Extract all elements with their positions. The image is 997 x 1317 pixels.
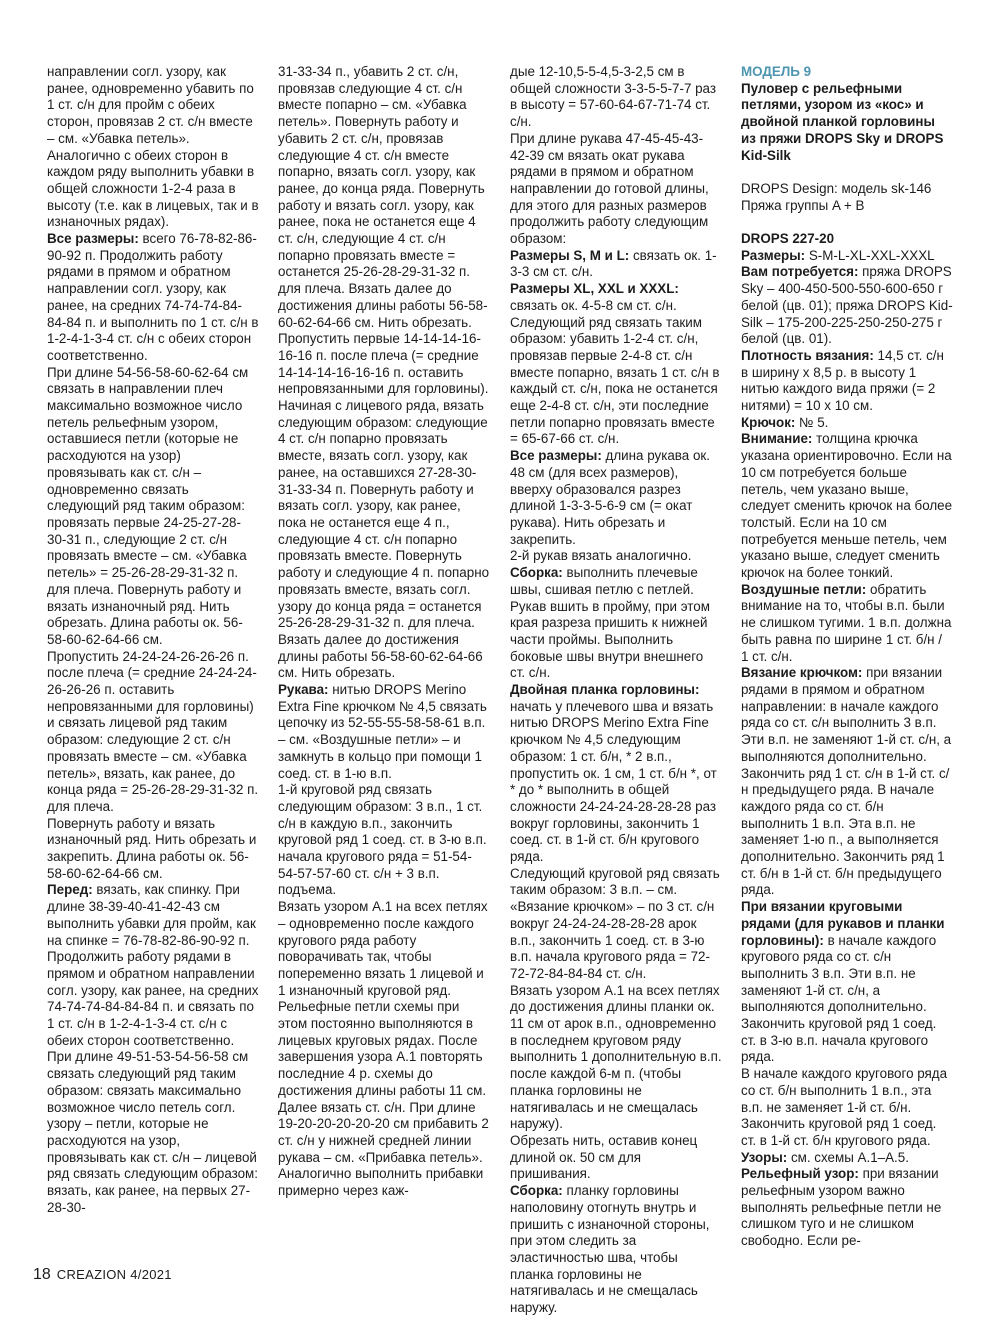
paragraph-text: Далее вязать ст. с/н. При длине 19-20-20-20-20-20 см прибавить 2 ст. с/н у нижней средней линии рукава – см. «Прибавка петель». Аналогично выполнить прибавки примерно через каж- xyxy=(278,1099,489,1199)
paragraph-heading: Воздушные петли: xyxy=(741,581,867,597)
paragraph-text: вязать, как спинку. При длине 38-39-40-41-42-43 см выполнить убавки для пройм, как на спинке = 76-78-82-86-90-92 п. xyxy=(47,882,256,948)
paragraph xyxy=(510,548,722,565)
paragraph xyxy=(741,1166,953,1250)
paragraph xyxy=(278,682,490,782)
paragraph-text: Вязать узором А.1 на всех петлях до достижения длины планки ок. 11 см от арок в.п., одновременно в последнем круговом ряду выполнить 1 дополнительную в.п. после каждой 6-м п. (чтобы планка горловины не натягивалась и не смещалась наружу). xyxy=(510,982,722,1132)
text-column-1 xyxy=(47,64,259,1217)
paragraph xyxy=(47,949,259,1049)
paragraph xyxy=(278,899,490,1099)
paragraph-heading: Сборка: xyxy=(510,1183,563,1199)
page-number: 18 xyxy=(33,1266,51,1283)
paragraph xyxy=(510,248,722,281)
paragraph xyxy=(47,64,259,231)
paragraph xyxy=(510,1133,722,1183)
paragraph xyxy=(741,415,953,432)
yarn-group-line: Пряжа группы A + B xyxy=(741,197,865,213)
paragraph-text: планку горловины наполовину отогнуть внутрь и пришить с изнаночной стороны, при этом следить за эластичностью шва, чтобы планка горловины не натягивалась и не смещалась наружу. xyxy=(510,1183,710,1316)
paragraph xyxy=(741,248,953,265)
paragraph-text: направлении согл. узору, как ранее, одновременно убавить по 1 ст. с/н для пройм с обеих сторон, провязав 2 ст. с/н вместе – см. «Убавка петель». Аналогично с обеих сторон в каждом ряду выполнить убавки в общей сложности 1-2-4 раза в высоту (т.е. как в лицевых, так и в изнаночных рядах). xyxy=(47,64,259,230)
paragraph-text: в начале каждого кругового ряда со ст. с/н выполнить 3 в.п. Эти в.п. не заменяют 1-й ст. с/н, а выполняются дополнительно. Закончить круговой ряд 1 соед. ст. в 3-ю в.п. начала кругового ряда. xyxy=(741,932,937,1065)
text-column-4 xyxy=(741,64,953,1250)
paragraph-text: При длине 49-51-53-54-56-58 см связать следующий ряд таким образом: связать максимально возможное число петель согл. узору – петли, которые не расходуются на узор, провязывать как ст. с/н – лицевой ряд связать следующим образом: вязать, как ранее, на первых 27-28-30- xyxy=(47,1049,258,1215)
paragraph xyxy=(278,331,490,398)
paragraph-text: толщина крючка указана ориентировочно. Если на 10 см потребуется больше петель, чем указано выше, следует сменить крючок на более толстый. Если на 10 см потребуется меньше петель, чем указано выше, следует сменить крючок на более тонкий. xyxy=(741,431,953,581)
paragraph xyxy=(510,448,722,548)
paragraph-text: Пропустить первые 14-14-14-16-16-16 п. после плеча (= средние 14-14-14-16-16-16 п. оставить непровязанными для горловины). xyxy=(278,331,489,397)
paragraph xyxy=(278,632,490,682)
paragraph-text: начать у плечевого шва и вязать нитью DROPS Merino Extra Fine крючком № 4,5 следующим образом: 1 ст. б/н, * 2 в.п., пропустить ок. 1 см, 1 ст. б/н *, от * до * выполнить в общей сложности 24-24-24-28-28-28 раз вокруг горловины, закончить 1 соед. ст. в 1-й ст. б/н кругового ряда. xyxy=(510,698,717,865)
paragraph-text: 14,5 ст. с/н в ширину х 8,5 р. в высоту 1 нитью каждого вида пряжи (= 2 нитями) = 10 х 10 см. xyxy=(741,347,944,414)
paragraph-text: длина рукава ок. 48 см (для всех размеров), вверху образовался разрез длиной 1-3-3-5-6-9 см (= окат рукава). Нить обрезать и закрепить. xyxy=(510,448,710,547)
paragraph-text: выполнить плечевые швы, сшивая петлю с петлей. Рукав вшить в пройму, при этом края разреза пришить к нижней части проймы. Выполнить боковые швы внутри внешнего ст. с/н. xyxy=(510,565,710,681)
paragraph-text: Вязать узором А.1 на всех петлях – одновременно после каждого кругового ряда работу поворачивать так, чтобы попеременно вязать 1 лицевой и 1 изнаночный круговой ряд. Рельефные петли схемы при этом постоянно выполняются в лицевых круговых рядах. После завершения узора А.1 повторять последние 4 р. схемы до достижения длины работы 11 см. xyxy=(278,899,488,1098)
paragraph-text: При длине рукава 47-45-45-43-42-39 см вязать окат рукава рядами в прямом и обратном направлении до готовой длины, для этого для разных размеров продолжить работу следующим образом: xyxy=(510,130,709,247)
paragraph xyxy=(278,1100,490,1200)
paragraph-heading: Вязание крючком: xyxy=(741,665,863,681)
paragraph-text: дые 12-10,5-5-4,5-3-2,5 см в общей сложности 3-3-5-5-7-7 раз в высоту = 57-60-64-67-71-74 ст. с/н. xyxy=(510,64,716,130)
paragraph-text: нитью DROPS Merino Extra Fine крючком № 4,5 связать цепочку из 52-55-55-58-58-61 в.п. – см. «Воздушные петли» – и замкнуть в кольцо при помощи 1 соед. ст. в 1-ю в.п. xyxy=(278,682,487,781)
paragraph-heading: Вам потребуется: xyxy=(741,264,859,280)
paragraph-text: В начале каждого кругового ряда со ст. б/н выполнить 1 в.п., эта в.п. не заменяет 1-й ст. б/н. Закончить круговой ряд 1 соед. ст. в 1-й ст. б/н кругового ряда. xyxy=(741,1066,948,1148)
paragraph-text: Продолжить работу рядами в прямом и обратном направлении согл. узору, как ранее, на средних 74-74-74-84-84-84 п. и связать по 1 ст. с/н в 1-2-4-1-3-4 ст. с/н с обеих сторон соответственно. xyxy=(47,949,259,1048)
paragraph xyxy=(741,348,953,415)
paragraph xyxy=(741,899,953,1066)
paragraph-text: S-M-L-XL-XXL-XXXL xyxy=(805,247,935,263)
text-column-3 xyxy=(510,64,722,1317)
paragraph-heading: Размеры S, M и L: xyxy=(510,247,630,263)
paragraph-text: обратить внимание на то, чтобы в.п. были не слишком тугими. 1 в.п. должна быть равна по ширине 1 ст. б/н / 1 ст. с/н. xyxy=(741,581,952,664)
page-footer xyxy=(33,1266,172,1284)
paragraph xyxy=(510,682,722,866)
magazine-issue: CREAZION 4/2021 xyxy=(56,1267,172,1282)
paragraph-text: всего 76-78-82-86-90-92 п. Продолжить работу рядами в прямом и обратном направлении согл. узору, как ранее, на средних 74-74-74-84-84-84 п. и выполнить по 1 ст. с/н в 1-2-4-1-3-4 ст. с/н с обеих сторон соответственно. xyxy=(47,231,259,363)
paragraph xyxy=(47,231,259,365)
paragraph-heading: Узоры: xyxy=(741,1149,788,1165)
paragraph xyxy=(510,983,722,1133)
model-title: МОДЕЛЬ 9 xyxy=(741,64,812,79)
paragraph xyxy=(47,1049,259,1216)
paragraph xyxy=(741,431,953,581)
pattern-code: DROPS 227-20 xyxy=(741,231,835,246)
paragraph xyxy=(510,565,722,682)
paragraph-heading: Двойная планка горловины: xyxy=(510,682,700,698)
paragraph-text: пряжа DROPS Sky – 400-450-500-550-600-650 г белой (цв. 01); пряжа DROPS Kid-Silk – 175-200-225-250-250-275 г белой (цв. 01). xyxy=(741,264,953,347)
paragraph-text: Вязать далее до достижения длины работы 56-58-60-62-64-66 см. Нить обрезать. xyxy=(278,631,483,681)
paragraph-text: Повернуть работу и вязать изнаночный ряд. Нить обрезать и закрепить. Длина работы ок. 56-58-60-62-64-66 см. xyxy=(47,815,257,881)
paragraph xyxy=(510,1183,722,1317)
paragraph-heading: Сборка: xyxy=(510,565,563,581)
paragraph xyxy=(741,1150,953,1167)
paragraph-heading: Размеры: xyxy=(741,247,806,263)
paragraph-heading: Перед: xyxy=(47,882,93,898)
design-line: DROPS Design: модель sk-146 xyxy=(741,180,932,196)
column-4-body xyxy=(741,248,953,1250)
paragraph xyxy=(47,816,259,883)
paragraph xyxy=(741,264,953,348)
paragraph-heading: Внимание: xyxy=(741,431,813,447)
paragraph-text: связать ок. 4-5-8 см ст. с/н. Следующий ряд связать таким образом: убавить 1-2-4 ст. с/н, провязав первые 2-4-8 ст. с/н вместе попарно, вязать 1 ст. с/н в каждый ст. с/н, пока не останется еще 2-4-8 ст. с/н, эти последние петли попарно провязать вместе = 65-67-66 ст. с/н. xyxy=(510,297,720,447)
paragraph-text: при вязании рядами в прямом и обратном направлении: в начале каждого ряда со ст. с/н выполнить 3 в.п. Эти в.п. не заменяют 1-й ст. с/н, а выполняются дополнительно. Закончить ряд 1 ст. с/н в 1-й ст. с/н предыдущего ряда. В начале каждого ряда со ст. б/н выполнить 1 в.п. Эта в.п. не заменяет 1-ю п., а выполняется дополнительно. Закончить ряд 1 ст. б/н в 1-й ст. б/н предыдущего ряда. xyxy=(741,665,952,898)
paragraph-heading: При вязании круговыми рядами (для рукавов и планки горловины): xyxy=(741,899,945,948)
paragraph xyxy=(510,281,722,448)
paragraph xyxy=(741,665,953,899)
paragraph-text: Обрезать нить, оставив конец длиной ок. 50 см для пришивания. xyxy=(510,1133,698,1182)
paragraph xyxy=(47,882,259,949)
paragraph xyxy=(278,782,490,899)
paragraph-text: № 5. xyxy=(795,414,829,430)
paragraph-text: 31-33-34 п., убавить 2 ст. с/н, провязав следующие 4 ст. с/н вместе попарно – см. «Убавка петель». Повернуть работу и убавить 2 ст. с/н, провязав следующие 4 ст. с/н вместе попарно, вязать согл. узору, как ранее, до конца ряда. Повернуть работу и вязать согл. узору, как ранее, пока не останется еще 4 ст. с/н, следующие 4 ст. с/н попарно провязать вместе = останется 25-26-28-29-31-32 п. для плеча. Вязать далее до достижения длины работы 56-58-60-62-64-66 см. Нить обрезать. xyxy=(278,64,488,330)
paragraph-text: Следующий круговой ряд связать таким образом: 3 в.п. – см. «Вязание крючком» – по 3 ст. с/н вокруг 24-24-24-28-28-28 арок в.п., закончить 1 соед. ст. в 3-ю в.п. начала кругового ряда = 72-72-72-84-84-84 ст. с/н. xyxy=(510,865,720,981)
paragraph xyxy=(47,649,259,816)
paragraph-text: 1-й круговой ряд связать следующим образом: 3 в.п., 1 ст. с/н в каждую в.п., закончить круговой ряд 1 соед. ст. в 3-ю в.п. начала кругового ряда = 51-54-54-57-57-60 ст. с/н + 3 в.п. подъема. xyxy=(278,782,487,898)
paragraph-text: связать ок. 1-3-3 см ст. с/н. xyxy=(510,247,717,280)
paragraph xyxy=(278,64,490,331)
paragraph-heading: Рукава: xyxy=(278,682,329,698)
paragraph-text: при вязании рельефным узором важно выполнять рельефные петли не слишком туго и не слишком свободно. Если ре- xyxy=(741,1166,942,1249)
text-column-2 xyxy=(278,64,490,1200)
paragraph xyxy=(278,398,490,632)
paragraph-text: см. схемы А.1–А.5. xyxy=(787,1149,909,1165)
paragraph xyxy=(47,365,259,649)
paragraph-text: Начиная с лицевого ряда, вязать следующим образом: следующие 4 ст. с/н попарно провязать вместе, вязать согл. узору, как ранее, на оставшихся 27-28-30-31-33-34 п. Повернуть работу и вязать согл. узору, как ранее, пока не останется еще 4 п., следующие 4 ст. с/н попарно провязать вместе. Повернуть работу и следующие 4 п. попарно провязать вместе, вязать согл. узору до конца ряда = останется 25-26-28-29-31-32 п. для плеча. xyxy=(278,398,490,631)
paragraph-heading: Крючок: xyxy=(741,414,796,430)
paragraph-text: При длине 54-56-58-60-62-64 см связать в направлении плеч максимально возможное число петель рельефным узором, оставшиеся петли (которые не расходуются на узор) провязывать как ст. с/н – одновременно связать следующий ряд таким образом: провязать первые 24-25-27-28-30-31 п., следующие 2 ст. с/н провязать вместе – см. «Убавка петель» = 25-26-28-29-31-32 п. для плеча. Повернуть работу и вязать изнаночный ряд. Нить обрезать. Длина работы ок. 56-58-60-62-64-66 см. xyxy=(47,364,249,647)
paragraph xyxy=(510,866,722,983)
paragraph-text: Пропустить 24-24-24-26-26-26 п. после плеча (= средние 24-24-24-26-26-26 п. оставить непровязанными для горловины) и связать лицевой ряд таким образом: следующие 2 ст. с/н провязать вместе – см. «Убавка петель», вязать, как ранее, до конца ряда = 25-26-28-29-31-32 п. для плеча. xyxy=(47,648,259,814)
paragraph xyxy=(510,64,722,131)
paragraph-heading: Плотность вязания: xyxy=(741,347,874,363)
paragraph-heading: Рельефный узор: xyxy=(741,1166,859,1182)
paragraph xyxy=(510,131,722,248)
paragraph-heading: Все размеры: xyxy=(47,231,139,247)
paragraph-heading: Размеры XL, XXL и XXXL: xyxy=(510,281,679,297)
model-subtitle: Пуловер с рельефными петлями, узором из «кос» и двойной планкой горловины из пряжи DROPS Sky и DROPS Kid-Silk xyxy=(741,80,944,163)
paragraph xyxy=(741,582,953,666)
paragraph xyxy=(741,1066,953,1150)
paragraph-heading: Все размеры: xyxy=(510,448,602,464)
paragraph-text: 2-й рукав вязать аналогично. xyxy=(510,548,692,564)
